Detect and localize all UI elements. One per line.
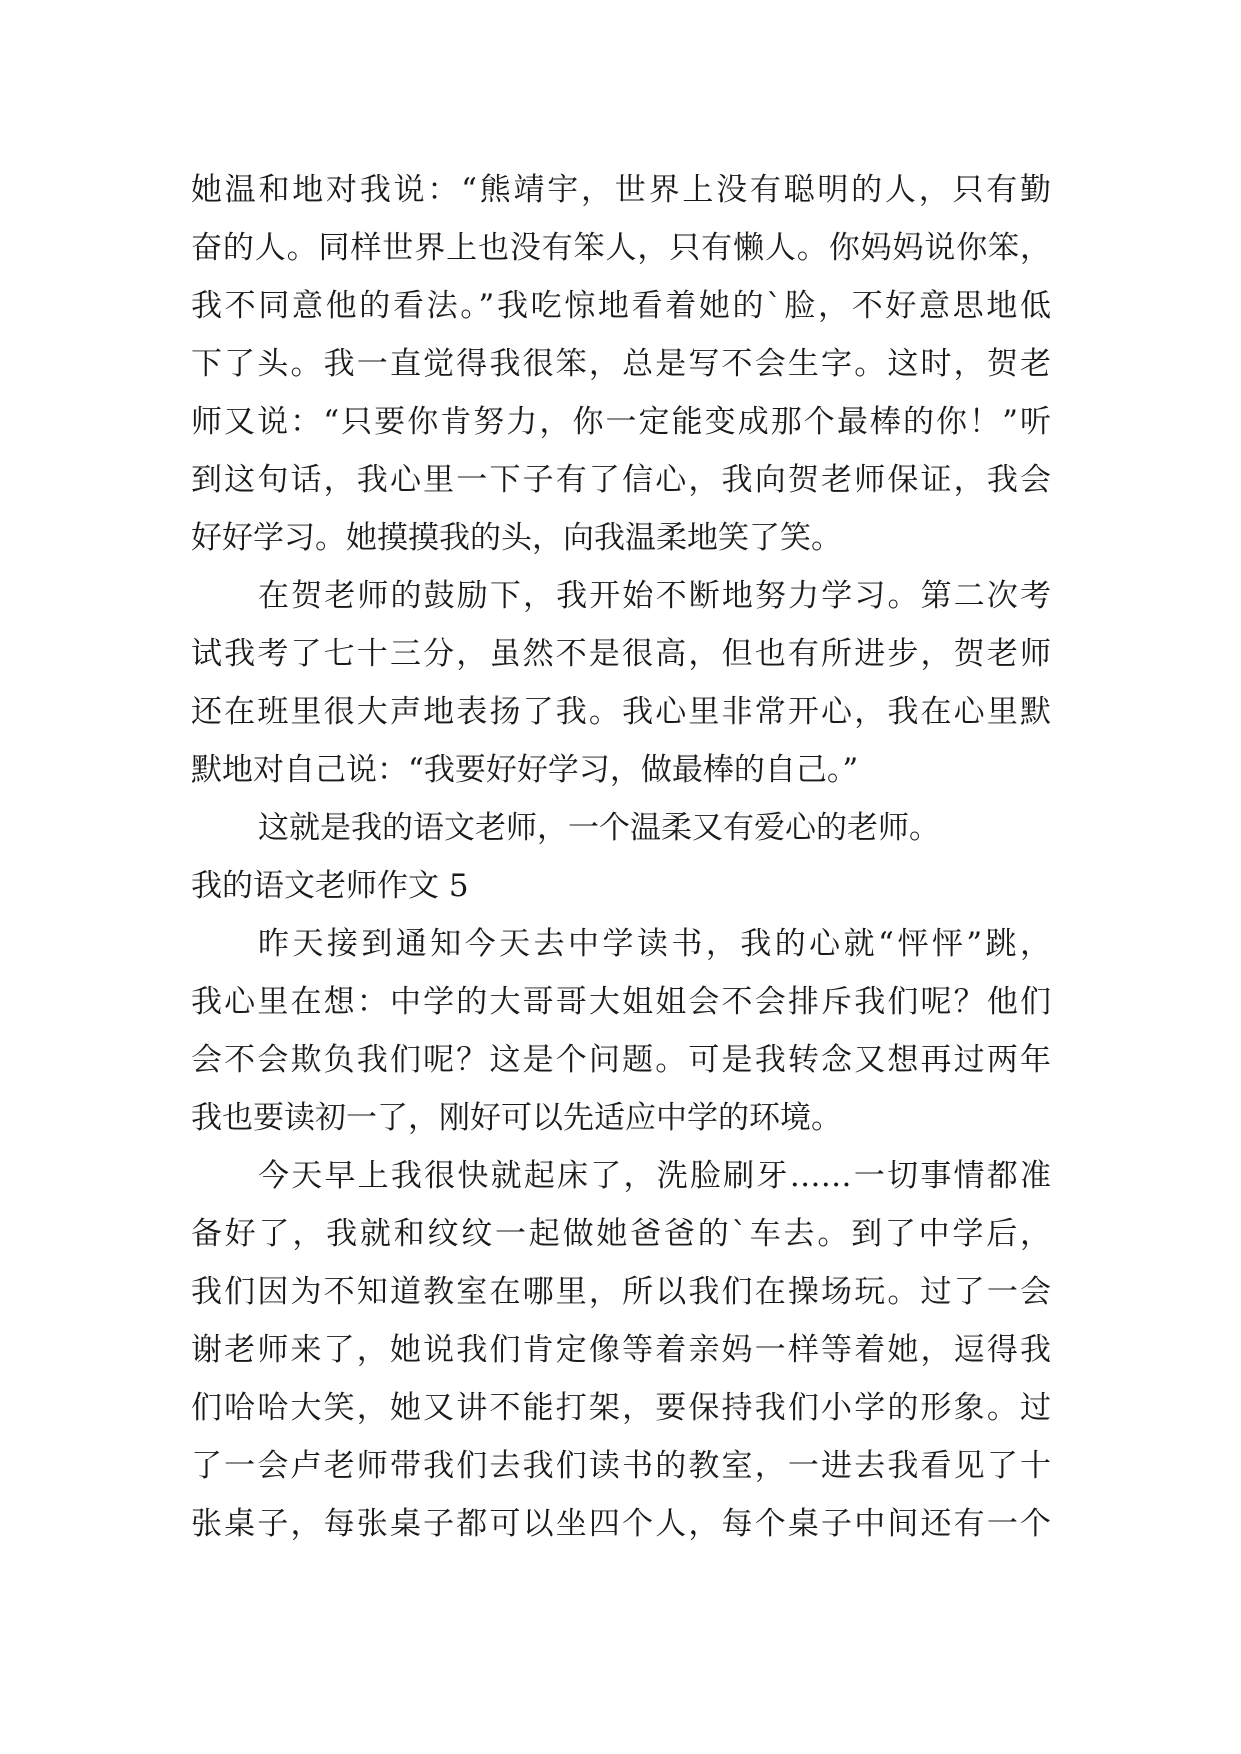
text-line: 我们因为不知道教室在哪里，所以我们在操场玩。过了一会 [191,1274,1051,1310]
section-heading: 我的语文老师作文 5 [191,868,469,904]
paragraph-first-line: 今天早上我很快就起床了，洗脸刷牙……一切事情都准 [258,1158,1051,1194]
text-line: 谢老师来了，她说我们肯定像等着亲妈一样等着她，逗得我 [191,1332,1051,1368]
text-line: 们哈哈大笑，她又讲不能打架，要保持我们小学的形象。过 [191,1390,1051,1426]
text-line: 了一会卢老师带我们去我们读书的教室，一进去我看见了十 [191,1448,1051,1484]
text-line: 下了头。我一直觉得我很笨，总是写不会生字。这时，贺老 [191,346,1051,382]
text-line: 到这句话，我心里一下子有了信心，我向贺老师保证，我会 [191,462,1051,498]
text-line: 我心里在想：中学的大哥哥大姐姐会不会排斥我们呢？他们 [191,984,1051,1020]
text-line: 默地对自己说：“我要好好学习，做最棒的自己。” [191,752,859,788]
text-line: 她温和地对我说：“熊靖宇，世界上没有聪明的人，只有勤 [191,172,1051,208]
text-line: 奋的人。同样世界上也没有笨人，只有懒人。你妈妈说你笨， [191,230,1051,266]
text-line: 还在班里很大声地表扬了我。我心里非常开心，我在心里默 [191,694,1051,730]
text-line: 备好了，我就和纹纹一起做她爸爸的`车去。到了中学后， [191,1216,1051,1252]
text-line: 我也要读初一了，刚好可以先适应中学的环境。 [191,1100,842,1136]
text-line: 张桌子，每张桌子都可以坐四个人，每个桌子中间还有一个 [191,1506,1051,1542]
text-line: 会不会欺负我们呢？这是个问题。可是我转念又想再过两年 [191,1042,1051,1078]
text-line: 好好学习。她摸摸我的头，向我温柔地笑了笑。 [191,520,842,556]
paragraph-first-line: 这就是我的语文老师，一个温柔又有爱心的老师。 [258,810,940,846]
text-line: 试我考了七十三分，虽然不是很高，但也有所进步，贺老师 [191,636,1051,672]
text-line: 我不同意他的看法。”我吃惊地看着她的`脸，不好意思地低 [191,288,1051,324]
paragraph-first-line: 昨天接到通知今天去中学读书，我的心就“怦怦”跳， [258,926,1051,962]
text-line: 师又说：“只要你肯努力，你一定能变成那个最棒的你！”听 [191,404,1051,440]
paragraph-first-line: 在贺老师的鼓励下，我开始不断地努力学习。第二次考 [258,578,1051,614]
